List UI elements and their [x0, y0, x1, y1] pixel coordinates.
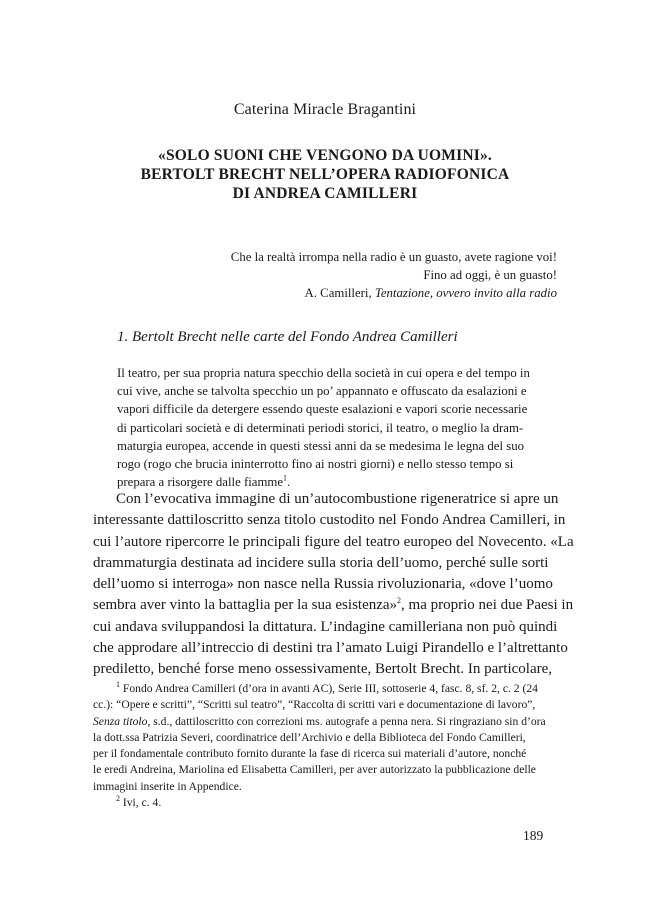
body-line: che approdare all’intreccio di destini tra l’amato Luigi Pirandello e l’altrettanto — [93, 640, 568, 657]
body-line: interessante dattiloscritto senza titolo custodito nel Fondo Andrea Camilleri, in — [93, 512, 566, 529]
footnote-ref[interactable]: 2 — [397, 596, 402, 606]
title-line: «SOLO SUONI CHE VENGONO DA UOMINI». — [158, 147, 492, 164]
footnote-2 — [93, 795, 557, 811]
page-number: 189 — [523, 828, 544, 843]
epigraph-line: Che la realtà irrompa nella radio è un guasto, avete ragione voi! — [230, 250, 557, 264]
quote-line: di particolari società e di determinati periodi storici, il teatro, o meglio la dram- — [117, 420, 524, 435]
title-line: DI ANDREA CAMILLERI — [232, 185, 418, 202]
footnote-ref[interactable]: 1 — [283, 473, 288, 483]
quote-line: rogo (rogo che brucia ininterrotto fino ai nostri giorni) e nello stesso tempo si — [117, 457, 514, 472]
quote-line: prepara a risorgere dalle fiamme$^1$. — [117, 473, 291, 490]
body-line: prediletto, benché forse meno ossessivamente, Bertolt Brecht. In particolare, — [93, 661, 553, 678]
body-paragraph — [93, 489, 574, 681]
footnote-marker: 1 — [116, 680, 120, 690]
article-title — [0, 146, 650, 203]
footnote-line — [93, 714, 557, 730]
quote-line: cui vive, anche se talvolta specchio un po’ appannato e offuscato da esalazioni e — [117, 384, 527, 399]
footnote-line: immagini inserite in Appendice. — [93, 779, 242, 793]
title-line: BERTOLT BRECHT NELL’OPERA RADIOFONICA — [140, 166, 510, 183]
body-line: cui andava sviluppandosi la dittatura. L’indagine camilleriana non può quindi — [93, 618, 558, 635]
epigraph-line: Fino ad oggi, è un guasto! — [423, 268, 557, 282]
footnote-text: , s.d., dattiloscritto con correzioni ms. autografe a penna nera. Si ringraziano sin d’ora — [147, 714, 546, 728]
quote-last-line: prepara a risorgere dalle fiamme — [117, 475, 284, 490]
footnote-line: le eredi Andreina, Mariolina ed Elisabetta Camilleri, per aver autorizzato la pubblicazione delle — [93, 763, 536, 777]
footnote-line: cc.): “Opere e scritti”, “Scritti sul teatro”, “Raccolta di scritti vari e documentazione di lavoro”, — [93, 698, 536, 712]
footnote-italic: Senza titolo — [93, 714, 148, 728]
body-line: Con l’evocativa immagine di un’autocombustione rigeneratrice si apre un — [116, 491, 559, 507]
footnote-line: per il fondamentale contributo fornito durante la fase di ricerca sui materiali d’autore, nonché — [93, 747, 527, 761]
epigraph-attribution — [137, 284, 557, 302]
body-line — [93, 595, 574, 616]
quote-line: Il teatro, per sua propria natura specchio della società in cui opera e del tempo in — [117, 366, 530, 380]
attribution-work: Tentazione, ovvero invito alla radio — [374, 286, 557, 300]
footnote-marker: 2 — [116, 794, 120, 804]
body-line-part: sembra aver vinto la battaglia per la sua esistenza» — [93, 597, 398, 614]
block-quote — [117, 364, 557, 491]
section-heading: 1. Bertolt Brecht nelle carte del Fondo Andrea Camilleri — [117, 329, 458, 345]
attribution-author: A. Camilleri, — [304, 286, 375, 300]
body-line: cui l’autore ripercorre le principali figure del teatro europeo del Novecento. «La — [93, 533, 574, 550]
footnote-text: Fondo Andrea Camilleri (d’ora in avanti AC), Serie III, sottoserie 4, fasc. 8, sf. 2, c. 2 (24 — [120, 682, 538, 695]
footnote-1 — [93, 681, 557, 697]
body-line-part: , ma proprio nei due Paesi in — [401, 597, 574, 614]
footnote-line: la dott.ssa Patrizia Severi, coordinatrice dell’Archivio e della Biblioteca del Fondo Camilleri, — [93, 730, 526, 744]
quote-line: maturgia europea, accende in questi stessi anni da se medesima le legna del suo — [117, 438, 524, 453]
body-line: dell’uomo si interroga» non nasce nella Russia rivoluzionaria, «dove l’uomo — [93, 576, 553, 593]
quote-line: vapori difficile da detergere essendo queste esalazioni e vapori scorie necessarie — [117, 402, 528, 417]
footnote-text: Ivi, c. 4. — [120, 796, 162, 810]
epigraph — [137, 248, 557, 302]
body-line: drammaturgia destinata ad incidere sulla storia dell’uomo, perché sulle sorti — [93, 554, 549, 571]
footnotes — [93, 681, 557, 811]
author-name: Caterina Miracle Bragantini — [233, 101, 417, 118]
